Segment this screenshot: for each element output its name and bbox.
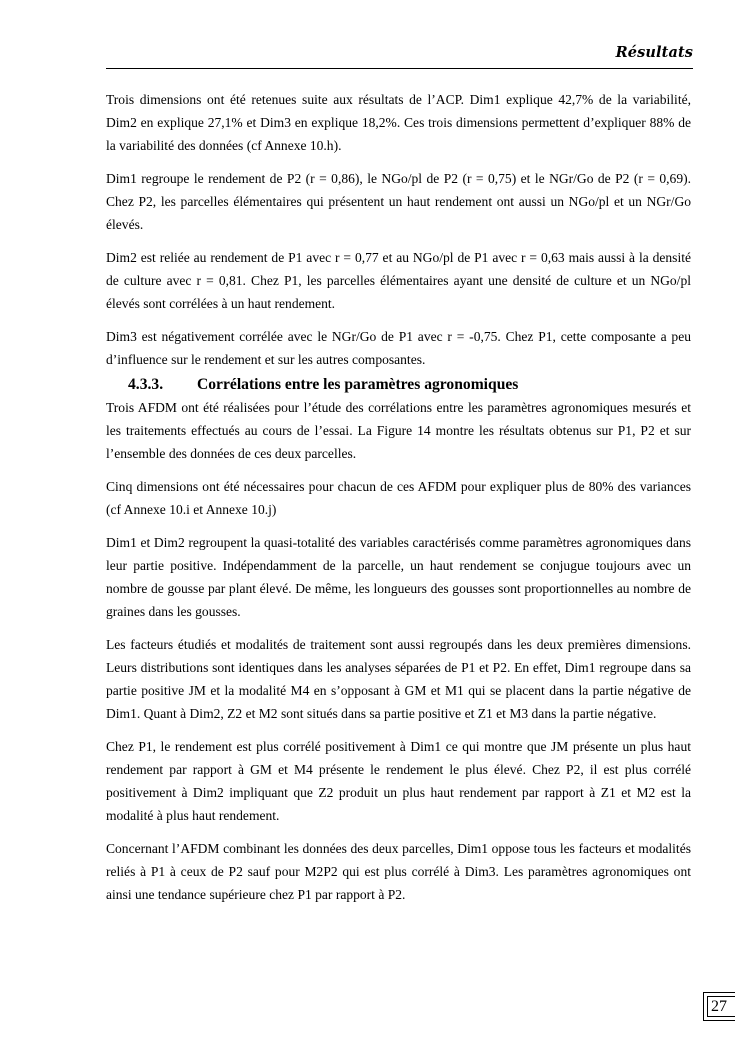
page-number: 27	[711, 998, 727, 1015]
section-heading	[106, 374, 691, 396]
paragraph-dim1-dim2: Dim1 et Dim2 regroupent la quasi-totalité des variables caractérisés comme paramètres agronomiques dans leur partie positive. Indépendamment de la parcelle, un haut rendement se conjugue toujours avec un nombre de gousse par plant élevé. De même, les longueurs des gousses sont proportionnelles au nombre de graines dans les gousses.	[106, 535, 691, 619]
section-number: 4.3.3.	[128, 376, 164, 393]
paragraph-combined-afdm: Concernant l’AFDM combinant les données des deux parcelles, Dim1 oppose tous les facteurs et modalités reliés à P1 à ceux de P2 sauf pour M2P2 qui est plus corrélé à Dim3. Les paramètres agronomiques ont ainsi une tendance supérieure chez P1 par rapport à P2.	[106, 841, 691, 902]
paragraph-afdm-intro: Trois AFDM ont été réalisées pour l’étude des corrélations entre les paramètres agronomiques mesurés et les traitements effectués au cours de l’essai. La Figure 14 montre les résultats obtenus sur P1, P2 et sur l’ensemble des données de ces deux parcelles.	[106, 400, 691, 461]
paragraph-dim2: Dim2 est reliée au rendement de P1 avec r = 0,77 et au NGo/pl de P1 avec r = 0,63 mais aussi à la densité de culture avec r = 0,81. Chez P1, les parcelles élémentaires ayant une densité de culture et un NGo/pl élevés sont corrélées à un haut rendement.	[106, 250, 691, 311]
paragraph-dim1: Dim1 regroupe le rendement de P2 (r = 0,86), le NGo/pl de P2 (r = 0,75) et le NGr/Go de P2 (r = 0,69). Chez P2, les parcelles élémentaires qui présentent un haut rendement ont aussi un NGo/pl et un NGr/Go élevés.	[106, 171, 691, 232]
paragraph-p1-p2-yield: Chez P1, le rendement est plus corrélé positivement à Dim1 ce qui montre que JM présente un plus haut rendement par rapport à GM et M4 présente le rendement le plus élevé. Chez P2, il est plus corrélé positivement à Dim2 impliquant que Z2 produit un plus haut rendement par rapport à Z1 et M2 est la modalité à plus haut rendement.	[106, 739, 691, 823]
header-divider	[106, 68, 693, 69]
paragraph-acp-dimensions: Trois dimensions ont été retenues suite aux résultats de l’ACP. Dim1 explique 42,7% de la variabilité, Dim2 en explique 27,1% et Dim3 en explique 18,2%. Ces trois dimensions permettent d’expliquer 88% de la variabilité des données (cf Annexe 10.h).	[106, 92, 691, 153]
paragraph-dim3: Dim3 est négativement corrélée avec le NGr/Go de P1 avec r = -0,75. Chez P1, cette composante a peu d’influence sur le rendement et sur les autres composantes.	[106, 329, 691, 367]
page-header-title: Résultats	[615, 44, 693, 61]
section-title: Corrélations entre les paramètres agronomiques	[197, 376, 519, 393]
page-body	[106, 88, 691, 916]
paragraph-factors: Les facteurs étudiés et modalités de traitement sont aussi regroupés dans les deux premières dimensions. Leurs distributions sont identiques dans les analyses séparées de P1 et P2. En effet, Dim1 regroupe dans sa partie positive JM et la modalité M4 en s’opposant à GM et M1 qui se placent dans la partie négative de Dim1. Quant à Dim2, Z2 et M2 sont situés dans sa partie positive et Z1 et M3 dans la partie négative.	[106, 637, 691, 721]
paragraph-five-dimensions: Cinq dimensions ont été nécessaires pour chacun de ces AFDM pour expliquer plus de 80% des variances (cf Annexe 10.i et Annexe 10.j)	[106, 479, 691, 517]
